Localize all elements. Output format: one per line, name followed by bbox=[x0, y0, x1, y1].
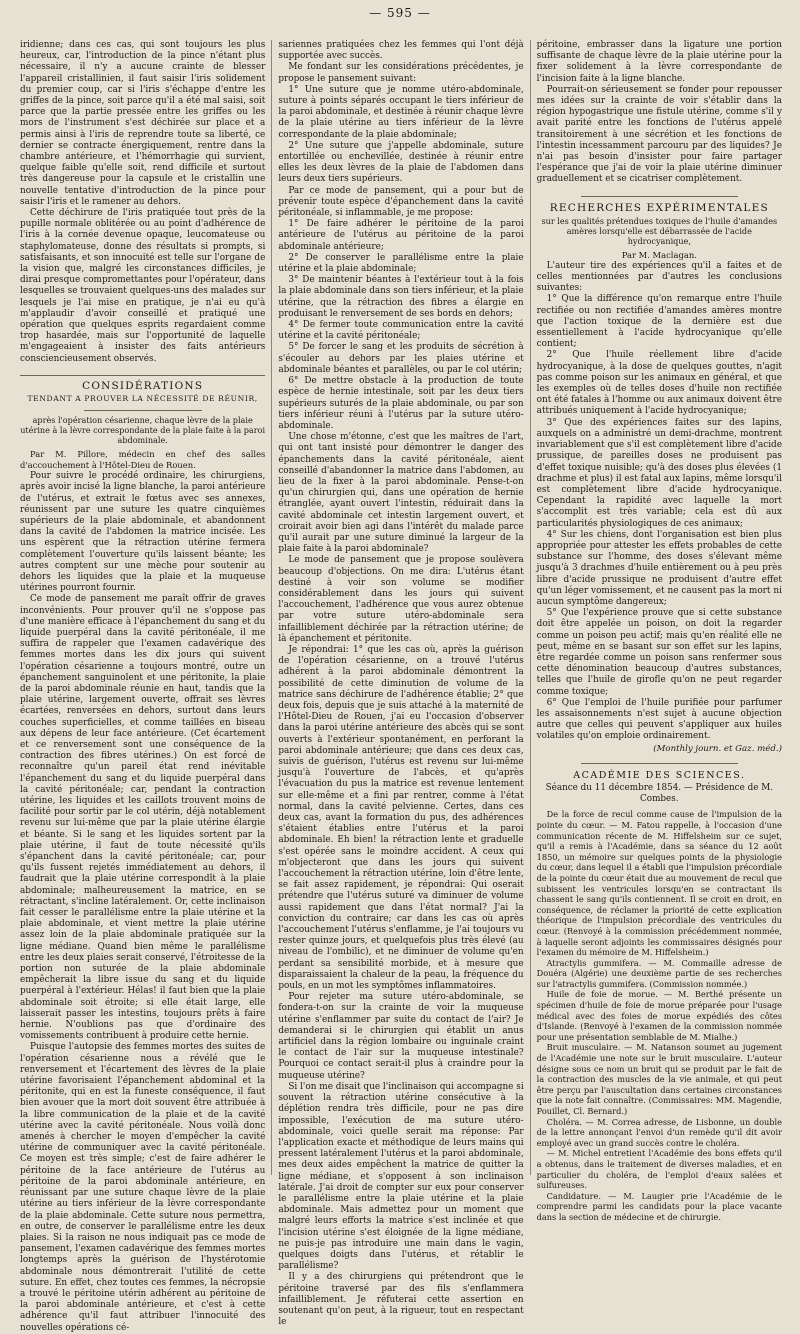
article-subtitle: TENDANT A PROUVER LA NÉCESSITÉ DE RÉUNIR, bbox=[27, 394, 258, 404]
paragraph: 6° De mettre obstacle à la production de toute espèce de hernie intestinale, soit par les deux tiers supérieurs suturés de la plaie abdominale, ou par son tiers inférieur réuni à l'utérus par la suture utéro-abdominale. bbox=[278, 376, 524, 431]
paragraph: Atractylis gummifera. — M. Commaille adresse de Douéra (Algérie) une deuxième partie de ses recherches sur l'atractylis gummifera. (Commission nommée.) bbox=[536, 957, 782, 989]
paragraph: Le mode de pansement que je propose soulèvera beaucoup d'objections. On me dira: L'utérus étant destiné à voir son volume se modifier considérablement dans les jours qui suivent l'accouchement, l'adhérence que vous aurez obtenue par votre suture utéro-abdominale sera infailliblement déchirée par la rétraction utérine; de là épanchement et péritonite. bbox=[278, 555, 524, 644]
article-subtitle-detail: après l'opération césarienne, chaque lèvre de la plaie utérine à la lèvre correspondante de la plaie faite à la paroi abdominale. bbox=[20, 415, 266, 446]
paragraph: Me fondant sur les considérations précédentes, je propose le pansement suivant: bbox=[278, 62, 524, 84]
column-2 bbox=[271, 40, 529, 1328]
article-header bbox=[537, 196, 782, 246]
paragraph: 5° De forcer le sang et les produits de sécrétion à s'écouler au dehors par les plaies utérine et abdominale béantes et parallèles, ou par le col utérin; bbox=[278, 342, 524, 375]
paragraph: 2° Que l'huile réellement libre d'acide hydrocyanique, à la dose de quelques gouttes, n'agit pas comme poison sur les animaux en général, et que les exemples où de telles doses d'huile non rectifiée ont été fatales à l'homme ou aux animaux doivent être attribués uniquement à l'acide hydrocyanique; bbox=[536, 350, 782, 417]
paragraph: 4° De fermer toute communication entre la cavité utérine et la cavité péritonéale; bbox=[278, 320, 524, 342]
divider bbox=[581, 196, 738, 197]
divider bbox=[581, 763, 738, 764]
paragraph: Je répondrai: 1° que les cas où, après la guérison de l'opération césarienne, on a trouvé l'utérus adhérent à la paroi abdominale démontrent la possibilité de cette diminution de volume de la matrice sans déchirure de l'adhérence établie; 2° que deux fois, depuis que je suis attaché à la maternité de l'Hôtel-Dieu de Rouen, j'ai eu l'occasion d'observer dans la paroi utérine antérieure des abcès qui se sont ouverts à l'extérieur spontanément, en perforant la paroi abdominale antérieure; que dans ces deux cas, suivis de guérison, l'utérus est revenu sur lui-même jusqu'à l'ouverture de l'abcès, et qu'après l'évacuation du pus la matrice est revenue lentement sur elle-même et a fini par rentrer, comme à l'état normal, dans la cavité pelvienne. Certes, dans ces deux cas, avant la formation du pus, des adhérences s'étaient établies entre l'utérus et la paroi abdominale. Eh bien! la rétraction lente et graduelle s'est opérée sans le moindre accident. A ceux qui m'objecteront que dans les jours qui suivent l'accouchement la rétraction utérine, loin d'être lente, se fait assez rapidement, je répondrai: Qui oserait prétendre que l'utérus suturé va diminuer de volume aussi rapidement que dans l'état normal? J'ai la conviction du contraire; car dans les cas où après l'accouchement l'utérus s'enflamme, je l'ai toujours vu rester quinze jours, et quelquefois plus très élevé (au niveau de l'ombilic), et ne diminuer de volume qu'en perdant sa sensibilité morbide, et à mesure que disparaissaient la chaleur de la peau, la fréquence du pouls, en un mot les symptômes inflammatoires. bbox=[278, 644, 524, 992]
article-title: RECHERCHES EXPÉRIMENTALES bbox=[549, 201, 769, 214]
academy-notes bbox=[537, 809, 782, 1222]
paragraph: 3° Que des expériences faites sur des lapins, auxquels on a administré un demi-drachme, montrent invariablement que s'il est complètement libre d'acide prussique, de pareilles doses ne produisent pas d'effet toxique nuisible; qu'à des doses plus élevées (1 drachme et plus) il est fatal aux lapins, même lorsqu'il est complètement libre d'acide hydrocyanique. Cependant la rapidité avec laquelle la mort s'accomplit est très variable; cela est dû aux particularités physiologiques de ces animaux; bbox=[536, 417, 782, 529]
paragraph: Pour suivre le procédé ordinaire, les chirurgiens, après avoir incisé la ligne blanche, la paroi antérieure de l'utérus, et extrait le fœtus avec ses annexes, réunissent par une suture les quatre cinquièmes supérieurs de la plaie abdominale, et abandonnent dans la cavité de l'abdomen la matrice incisée. Les uns espèrent que la rétraction utérine fermera complètement l'ouverture qu'ils laissent béante; les autres comptent sur une mèche pour soutenir au dehors les liquides que la plaie et la muqueuse utérines pourront fournir. bbox=[20, 471, 266, 594]
paragraph: 2° Une suture que j'appelle abdominale, suture entortillée ou enchevillée, destinée à réunir entre elles les deux lèvres de la plaie de l'abdomen dans leurs deux tiers supérieurs. bbox=[278, 140, 524, 185]
paragraph: 4° Sur les chiens, dont l'organisation est bien plus appropriée pour attester les effets probables de cette substance sur l'homme, des doses s'élevant même jusqu'à 3 drachmes d'huile entièrement ou à peu près libre d'acide prussique ne produisent d'autre effet qu'un léger vomissement, et ne causent pas la mort ni aucun symptôme dangereux; bbox=[536, 529, 782, 607]
paragraph: 1° Une suture que je nomme utéro-abdominale, suture à points séparés occupant le tiers inférieur de la paroi abdominale, et destinée à réunir chaque lèvre de la plaie utérine au tiers inférieur de la lèvre correspondante de la plaie abdominale; bbox=[278, 84, 524, 140]
divider bbox=[84, 410, 202, 411]
paragraph: L'auteur tire des expériences qu'il a faites et de celles mentionnées par d'autres les conclusions suivantes: bbox=[536, 260, 782, 294]
paragraph: Pour rejeter ma suture utéro-abdominale, se fondera-t-on sur la crainte de voir la muqueuse utérine s'enflammer par suite du contact de l'air? Je demanderai si le chirurgien qui établit un anus artificiel dans la région lombaire ou inguinale craint le contact de l'air sur la muqueuse intestinale? Pourquoi ce contact serait-il plus à craindre pour la muqueuse utérine? bbox=[278, 992, 524, 1081]
page-number: — 595 — bbox=[369, 6, 431, 20]
paragraph: Pourrait-on sérieusement se fonder pour repousser mes idées sur la crainte de voir s'établir dans la région hypogastrique une fistule utérine, comme s'il y avait parité entre les fonctions de l'utérus appelé transitoirement à une sécrétion et les fonctions de l'intestin incessamment parcouru par des liquides? Je n'ai pas besoin d'insister pour faire partager l'espérance que j'ai de voir la plaie utérine diminuer graduellement et se cicatriser complètement. bbox=[536, 84, 782, 185]
paragraph: iridienne; dans ces cas, qui sont toujours les plus heureux, car, l'introduction de la pince n'étant plus nécessaire, il n'y a aucune crainte de blesser l'appareil cristallinien, il faut saisir l'iris solidement du premier coup, car si l'iris s'échappe d'entre les griffes de la pince, soit parce qu'il a été mal saisi, soit parce que la partie pressée entre les griffes ou les mors de l'instrument s'est déchirée sur place et a permis ainsi à l'iris de reprendre toute sa liberté, ce dernier se contracte énergiquement, rentre dans la chambre antérieure, et l'hémorrhagie qui survient, quelque faible qu'elle soit, rend difficile et surtout très dangereuse pour la capsule et le cristallin une nouvelle tentative d'introduction de la pince pour saisir l'iris et le ramener au dehors. bbox=[20, 40, 266, 207]
paragraph: 3° De maintenir béantes à l'extérieur tout à la fois la plaie abdominale dans son tiers inférieur, et la plaie utérine, que la rétraction des fibres a élargie en produisant le renversement de ses bords en dehors; bbox=[278, 275, 524, 319]
paragraph: De la force de recul comme cause de l'impulsion de la pointe du cœur. — M. Fatou rappelle, à l'occasion d'une communication récente de M. Hiffelsheim sur ce sujet, qu'il a remis à l'Académie, dans sa séance du 12 août 1850, un mémoire sur quelques points de la physiologie du cœur, dans lequel il a établi que l'impulsion précordiale de la pointe du cœur était due au mouvement de recul que subissent les ventricules lorsqu'en se contractant ils chassent le sang qu'ils contiennent. Il se croit en droit, en conséquence, de réclamer la priorité de cette explication théorique de l'impulsion précordiale des ventricules du cœur. (Renvoyé à la commission précédemment nommée, à laquelle seront adjoints les commissaires désignés pour l'examen du mémoire de M. Hiffelsheim.) bbox=[536, 809, 782, 958]
article-author: Par M. Maclagan. bbox=[621, 249, 697, 260]
paragraph: Cette déchirure de l'iris pratiquée tout près de la pupille normale oblitérée ou au point d'adhérence de l'iris à la cornée devenue opaque, leucomateuse ou staphylomateuse, donne des résultats si prompts, si satisfaisants, et son innocuité est telle sur l'organe de la vision que, malgré les circonstances difficiles, je dirai presque compromettantes pour l'opérateur, dans lesquelles se trouvaient quelques-uns des malades sur lesquels je l'ai mise en pratique, je n'ai eu qu'à m'applaudir d'avoir conseillé et pratiqué une opération que quelques esprits regardaient comme trop hasardée, mais sur l'opportunité de laquelle m'engageaient à insister des faits antérieurs consciencieusement observés. bbox=[20, 208, 266, 364]
column-1 bbox=[14, 40, 271, 1333]
paragraph: Une chose m'étonne, c'est que les maîtres de l'art, qui ont tant insisté pour démontrer le danger des épanchements dans la cavité péritonéale, aient conseillé d'abandonner la matrice dans l'abdomen, au lieu de la fixer à la paroi abdominale. Pense-t-on qu'un chirurgien qui, dans une opération de hernie étranglée, ayant ouvert l'intestin, réduirait dans la cavité abdominale cet intestin largement ouvert, et croirait avoir bien agi dans l'intérêt du malade parce qu'il aurait par une suture diminué la largeur de la plaie faite à la paroi abdominale? bbox=[278, 432, 524, 555]
paragraph: Ce mode de pansement me paraît offrir de graves inconvénients. Pour prouver qu'il ne s'oppose pas d'une manière efficace à l'épanchement du sang et du liquide puerpéral dans la cavité péritonéale, il me suffira de rappeler que l'examen cadavérique des femmes mortes dans les dix jours qui suivent l'opération césarienne a toujours montré, outre un épanchement sanguinolent et une péritonite, la plaie de la paroi abdominale réunie en haut, tandis que la plaie utérine, largement ouverte, offrait ses lèvres écartées, renversées en dehors, surtout dans leurs couches superficielles, et comme taillées en biseau aux dépens de leur face antérieure. (Cet écartement et ce renversement sont une conséquence de la contraction des fibres utérines.) On est forcé de reconnaître qu'un pareil état rend inévitable l'épanchement du sang et du liquide puerpéral dans la cavité péritonéale; car, pendant la contraction utérine, les liquides et les caillots trouvent moins de facilité pour sortir par le col utérin, déjà notablement revenu sur lui-même que par la plaie utérine élargie et béante. Si le sang et les liquides sortent par la plaie utérine, il faut de toute nécessité qu'ils s'épanchent dans la cavité péritonéale; car, pour qu'ils fussent rejetés immédiatement au dehors, il faudrait que la plaie utérine correspondît à la plaie abdominale; malheureusement la matrice, en se rétractant, s'incline latéralement. Or, cette inclinaison fait cesser le parallélisme entre la plaie utérine et la plaie abdominale, et vient mettre la plaie utérine assez loin de la plaie abdominale pratiquée sur la ligne médiane. Quand bien même le parallélisme entre les deux plaies serait conservé, l'étroitesse de la portion non suturée de la plaie abdominale empêcherait la libre issue du sang et du liquide puerpéral à l'extérieur. Hélas! il faut bien que la plaie abdominale soit étroite; si elle était large, elle laisserait passer les intestins, toujours prêts à faire hernie. N'oublions pas que d'ordinaire des vomissements contribuent à produire cette hernie. bbox=[20, 594, 266, 1042]
session-line: Séance du 11 décembre 1854. — Présidence de M. Combes. bbox=[545, 782, 774, 805]
paragraph: Si l'on me disait que l'inclinaison qui accompagne si souvent la rétraction utérine consécutive à la déplétion rendra très difficile, pour ne pas dire impossible, l'exécution de ma suture utéro-abdominale, voici quelle serait ma réponse: Par l'application exacte et méthodique de leurs mains qui pressent latéralement l'utérus et la paroi abdominale, mes deux aides empêchent la matrice de quitter la ligne médiane, et s'opposent à son inclinaison latérale. J'ai droit de compter sur eux pour conserver le parallélisme entre la plaie utérine et la plaie abdominale. Mais admettez pour un moment que malgré leurs efforts la matrice s'est inclinée et que l'incision utérine s'est éloignée de la ligne médiane, ne puis-je pas introduire une main dans le vagin, quelques doigts dans l'utérus, et rétablir le parallélisme? bbox=[278, 1081, 524, 1272]
paragraph: Bruit musculaire. — M. Natanson soumet au jugement de l'Académie une note sur le bruit musculaire. L'auteur désigne sous ce nom un bruit qui se produit par le fait de la contraction des muscles de la vie animale, et qui peut être perçu par l'auscultation dans certaines circonstances que la note fait connaître. (Commissaires: MM. Magendie, Pouillet, Cl. Bernard.) bbox=[536, 1042, 782, 1117]
paragraph: 1° Que la différence qu'on remarque entre l'huile rectifiée ou non rectifiée d'amandes amères montre que l'action toxique de la dernière est due essentiellement à l'acide hydrocyanique qu'elle contient; bbox=[536, 294, 782, 350]
article-title: CONSIDÉRATIONS bbox=[20, 375, 265, 392]
paragraph: 1° De faire adhérer le péritoine de la paroi antérieure de l'utérus au péritoine de la paroi abdominale antérieure; bbox=[278, 219, 524, 252]
paragraph: péritoine, embrasser dans la ligature une portion suffisante de chaque lèvre de la plaie utérine pour la fixer solidement à la lèvre correspondante de l'incision faite à la ligne blanche. bbox=[536, 40, 782, 84]
paragraph: 5° Que l'expérience prouve que si cette substance doit être appelée un poison, on doit la regarder comme un poison peu actif; mais qu'en réalité elle ne peut, même en se basant sur son effet sur les lapins, être regardée comme un poison sans renfermer sous cette dénomination beaucoup d'autres substances, telles que l'huile de girofle qu'on ne peut regarder comme toxique; bbox=[536, 608, 782, 697]
section-title: ACADÉMIE DES SCIENCES. bbox=[573, 769, 746, 781]
paragraph: 2° De conserver le parallélisme entre la plaie utérine et la plaie abdominale; bbox=[278, 252, 524, 275]
paragraph: — M. Michel entretient l'Académie des bons effets qu'il a obtenus, dans le traitement de diverses maladies, et en particulier du choléra, de l'emploi d'eaux salées et sulfureuses. bbox=[536, 1148, 782, 1191]
article-author: Par M. Pillore, médecin en chef des salles d'accouchement à l'Hôtel-Dieu de Rouen. bbox=[20, 449, 266, 471]
paragraph: Candidature. — M. Laugier prie l'Académie de le comprendre parmi les candidats pour la place vacante dans la section de médecine et de chirurgie. bbox=[536, 1190, 782, 1222]
source-citation: (Monthly journ. et Gaz. méd.) bbox=[653, 743, 782, 754]
paragraph: Il y a des chirurgiens qui prétendront que le péritoine traversé par des fils s'enflammera infailliblement. Je réfuterai cette assertion en soutenant qu'on peut, à la rigueur, tout en respectant le bbox=[278, 1272, 524, 1328]
article-subtitle: sur les qualités prétendues toxiques de l'huile d'amandes amères lorsqu'elle est débarrassée de l'acide hydrocyanique, bbox=[541, 215, 778, 246]
paragraph: 6° Que l'emploi de l'huile purifiée pour parfumer les assaisonnements n'est sujet à aucune objection autre que celles qui peuvent s'appliquer aux huiles volatiles qu'on emploie ordinairement. bbox=[536, 697, 782, 742]
column-3 bbox=[530, 40, 788, 1222]
paragraph: Huile de foie de morue. — M. Berthé présente un spécimen d'huile de foie de morue préparée pour l'usage médical avec des foies de morue expédiés des côtes d'Islande. (Renvoyé à l'examen de la commission nommée pour une présentation semblable de M. Mialhe.) bbox=[536, 989, 782, 1042]
paragraph: Puisque l'autopsie des femmes mortes des suites de l'opération césarienne nous a révélé que le renversement et l'écartement des lèvres de la plaie utérine favorisaient l'épanchement abdominal et la péritonite, qui en est la funeste conséquence, il faut bien avouer que la mort doit souvent être attribuée à la libre communication de la plaie et de la cavité utérine avec la cavité péritonéale. Nous voilà donc amenés à chercher le moyen d'empêcher la cavité utérine de communiquer avec la cavité péritonéale. Ce moyen est très simple; c'est de faire adhérer le péritoine de la face antérieure de l'utérus au péritoine de la paroi abdominale antérieure, en réunissant par une suture chaque lèvre de la plaie utérine au tiers inférieur de la lèvre correspondante de la plaie abdominale. Cette suture nous permettra, en outre, de conserver le parallélisme entre les deux plaies. Si la raison ne nous indiquait pas ce mode de pansement, l'examen cadavérique des femmes mortes longtemps après la guérison de l'hystérotomie abdominale nous démontrerait l'utilité de cette suture. En effet, chez toutes ces femmes, la nécropsie a trouvé le péritoine utérin adhérent au péritoine de la paroi abdominale antérieure, et c'est à cette adhérence qu'il faut attribuer l'innocuité des nouvelles opérations cé- bbox=[20, 1042, 266, 1333]
article-header bbox=[20, 375, 265, 445]
paragraph: Par ce mode de pansement, qui a pour but de prévenir toute espèce d'épanchement dans la cavité péritonéale, si inflammable, je me propose: bbox=[278, 185, 524, 219]
columns bbox=[14, 40, 788, 1333]
paragraph: Choléra. — M. Correa adresse, de Lisbonne, un double de la lettre annonçant l'envoi d'un remède qu'il dit avoir employé avec un grand succès contre le choléra. bbox=[536, 1116, 782, 1148]
paragraph: sariennes pratiquées chez les femmes qui l'ont déjà supportée avec succès. bbox=[278, 40, 524, 62]
